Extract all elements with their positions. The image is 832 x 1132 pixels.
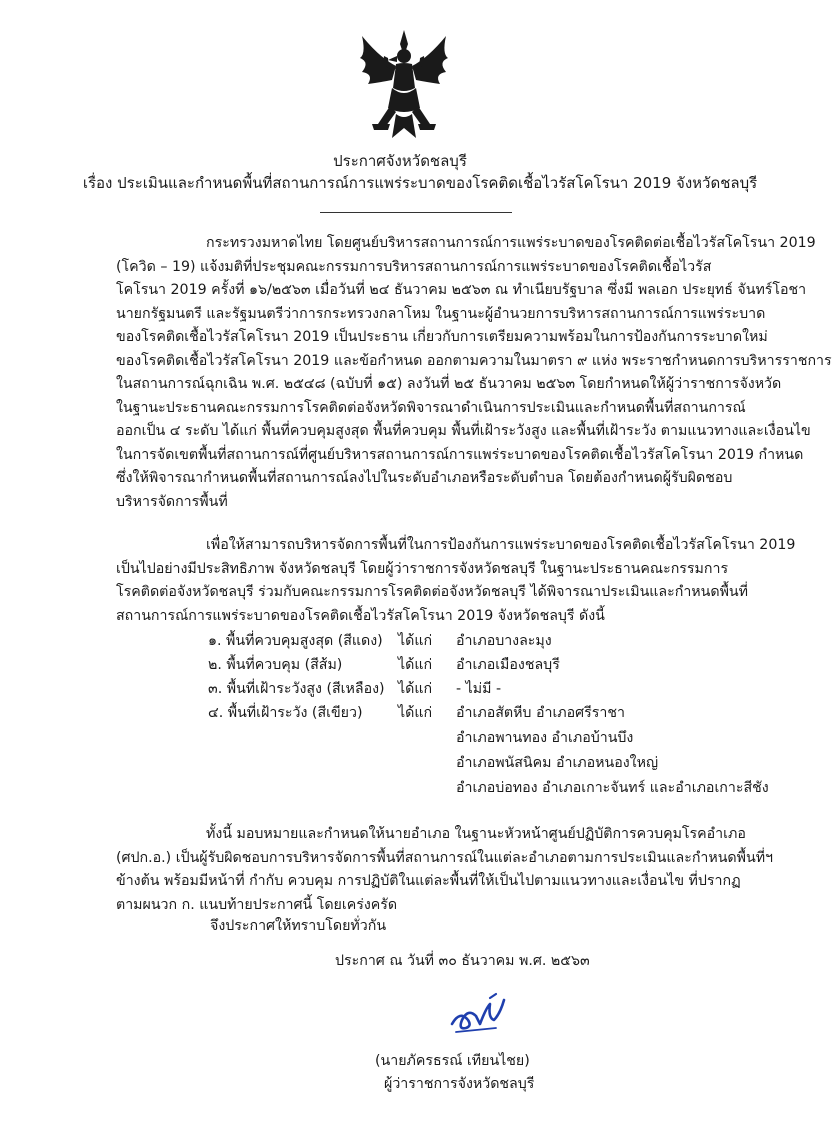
signer-position: ผู้ว่าราชการจังหวัดชลบุรี (384, 1076, 535, 1092)
zone-label: ๔. พื้นที่เฝ้าระวัง (สีเขียว) (208, 705, 363, 721)
paragraph-line: ของโรคติดเชื้อไวรัสโคโรนา 2019 และข้อกำหนด ออกตามความในมาตรา ๙ แห่ง พระราชกำหนดการบริหารราชการ (116, 352, 832, 369)
paragraph-line: ทั้งนี้ มอบหมายและกำหนดให้นายอำเภอ ในฐานะหัวหน้าศูนย์ปฏิบัติการควบคุมโรคอำเภอ (206, 826, 746, 842)
signature-icon (446, 990, 510, 1038)
zone-value: อำเภอพนัสนิคม อำเภอหนองใหญ่ (456, 755, 659, 771)
signer-name: (นายภัครธรณ์ เทียนไชย) (375, 1053, 530, 1069)
announcement-org: ประกาศจังหวัดชลบุรี (333, 152, 467, 170)
paragraph-line: บริหารจัดการพื้นที่ (116, 493, 228, 510)
paragraph-line: (ศปก.อ.) เป็นผู้รับผิดชอบการบริหารจัดการพื้นที่สถานการณ์ในแต่ละอำเภอตามการประเมินและกำหนดพื้นที่ฯ (116, 849, 774, 866)
title-divider (320, 212, 512, 213)
zone-said: ได้แก่ (398, 681, 433, 697)
paragraph-2 (116, 534, 796, 628)
zone-label: ๓. พื้นที่เฝ้าระวังสูง (สีเหลือง) (208, 681, 385, 697)
paragraph-line: ตามผนวก ก. แนบท้ายประกาศนี้ โดยเคร่งครัด (116, 896, 398, 913)
paragraph-line: ในการจัดเขตพื้นที่สถานการณ์ที่ศูนย์บริหารสถานการณ์การแพร่ระบาดของโรคติดเชื้อไวรัสโคโรนา 2019 กำหนด (116, 446, 804, 463)
zone-label: ๑. พื้นที่ควบคุมสูงสุด (สีแดง) (208, 633, 383, 649)
paragraph-line: ในฐานะประธานคณะกรรมการโรคติดต่อจังหวัดพิจารณาดำเนินการประเมินและกำหนดพื้นที่สถานการณ์ (116, 399, 746, 416)
paragraph-line: กระทรวงมหาดไทย โดยศูนย์บริหารสถานการณ์การแพร่ระบาดของโรคติดต่อเชื้อไวรัสโคโรนา 2019 (206, 235, 816, 251)
zone-said: ได้แก่ (398, 657, 433, 673)
zone-value: อำเภอสัตหีบ อำเภอศรีราชา (456, 705, 625, 721)
paragraph-line: ของโรคติดเชื้อไวรัสโคโรนา 2019 เป็นประธาน เกี่ยวกับการเตรียมความพร้อมในการป้องกันการระบาดใหม่ (116, 329, 768, 345)
announce-line: จึงประกาศให้ทราบโดยทั่วกัน (210, 918, 387, 934)
paragraph-line: โรคติดต่อจังหวัดชลบุรี ร่วมกับคณะกรรมการโรคติดต่อจังหวัดชลบุรี ได้พิจารณาประเมินและกำหนดพื้นที่ (116, 584, 748, 600)
given-date: ประกาศ ณ วันที่ ๓๐ ธันวาคม พ.ศ. ๒๕๖๓ (335, 953, 590, 969)
zone-label: ๒. พื้นที่ควบคุม (สีส้ม) (208, 657, 343, 673)
paragraph-1 (116, 232, 832, 514)
zone-value: - ไม่มี - (456, 681, 502, 697)
zone-value: อำเภอบางละมุง (456, 633, 552, 649)
paragraph-3 (116, 823, 774, 917)
paragraph-line: ซึ่งให้พิจารณากำหนดพื้นที่สถานการณ์ลงไปในระดับอำเภอหรือระดับตำบล โดยต้องกำหนดผู้รับผิดชอบ (116, 470, 733, 486)
paragraph-line: โคโรนา 2019 ครั้งที่ ๑๖/๒๕๖๓ เมื่อวันที่ ๒๔ ธันวาคม ๒๕๖๓ ณ ทำเนียบรัฐบาล ซึ่งมี พลเอก ประยุทธ์ จันทร์โอชา (116, 282, 807, 298)
garuda-emblem-icon (352, 28, 456, 146)
zone-value: อำเภอบ่อทอง อำเภอเกาะจันทร์ และอำเภอเกาะสีชัง (456, 780, 769, 796)
paragraph-line: ออกเป็น ๔ ระดับ ได้แก่ พื้นที่ควบคุมสูงสุด พื้นที่ควบคุม พื้นที่เฝ้าระวังสูง และพื้นที่เฝ้าระวัง ตามแนวทางและเงื่อนไข (116, 423, 811, 439)
paragraph-line: (โควิด – 19) แจ้งมติที่ประชุมคณะกรรมการบริหารสถานการณ์การแพร่ระบาดของโรคติดเชื้อไวรัส (116, 258, 712, 275)
paragraph-line: สถานการณ์การแพร่ระบาดของโรคติดเชื้อไวรัสโคโรนา 2019 จังหวัดชลบุรี ดังนี้ (116, 607, 605, 624)
paragraph-line: เพื่อให้สามารถบริหารจัดการพื้นที่ในการป้องกันการแพร่ระบาดของโรคติดเชื้อไวรัสโคโรนา 2019 (206, 537, 796, 553)
zone-said: ได้แก่ (398, 633, 433, 649)
announcement-subject: เรื่อง ประเมินและกำหนดพื้นที่สถานการณ์การแพร่ระบาดของโรคติดเชื้อไวรัสโคโรนา 2019 จังหวัดชลบุรี (82, 174, 758, 192)
zone-said: ได้แก่ (398, 705, 433, 721)
paragraph-line: นายกรัฐมนตรี และรัฐมนตรีว่าการกระทรวงกลาโหม ในฐานะผู้อำนวยการบริหารสถานการณ์การแพร่ระบาด (116, 305, 766, 322)
paragraph-line: เป็นไปอย่างมีประสิทธิภาพ จังหวัดชลบุรี โดยผู้ว่าราชการจังหวัดชลบุรี ในฐานะประธานคณะกรรมการ (116, 560, 729, 577)
paragraph-line: ข้างต้น พร้อมมีหน้าที่ กำกับ ควบคุม การปฏิบัติในแต่ละพื้นที่ให้เป็นไปตามแนวทางและเงื่อนไข ที่ปรากฏ (116, 873, 741, 889)
paragraph-line: ในสถานการณ์ฉุกเฉิน พ.ศ. ๒๕๔๘ (ฉบับที่ ๑๕) ลงวันที่ ๒๕ ธันวาคม ๒๕๖๓ โดยกำหนดให้ผู้ว่าราชการจังหวัด (116, 376, 782, 392)
zone-value: อำเภอพานทอง อำเภอบ้านบึง (456, 730, 634, 746)
zone-value: อำเภอเมืองชลบุรี (456, 657, 560, 673)
